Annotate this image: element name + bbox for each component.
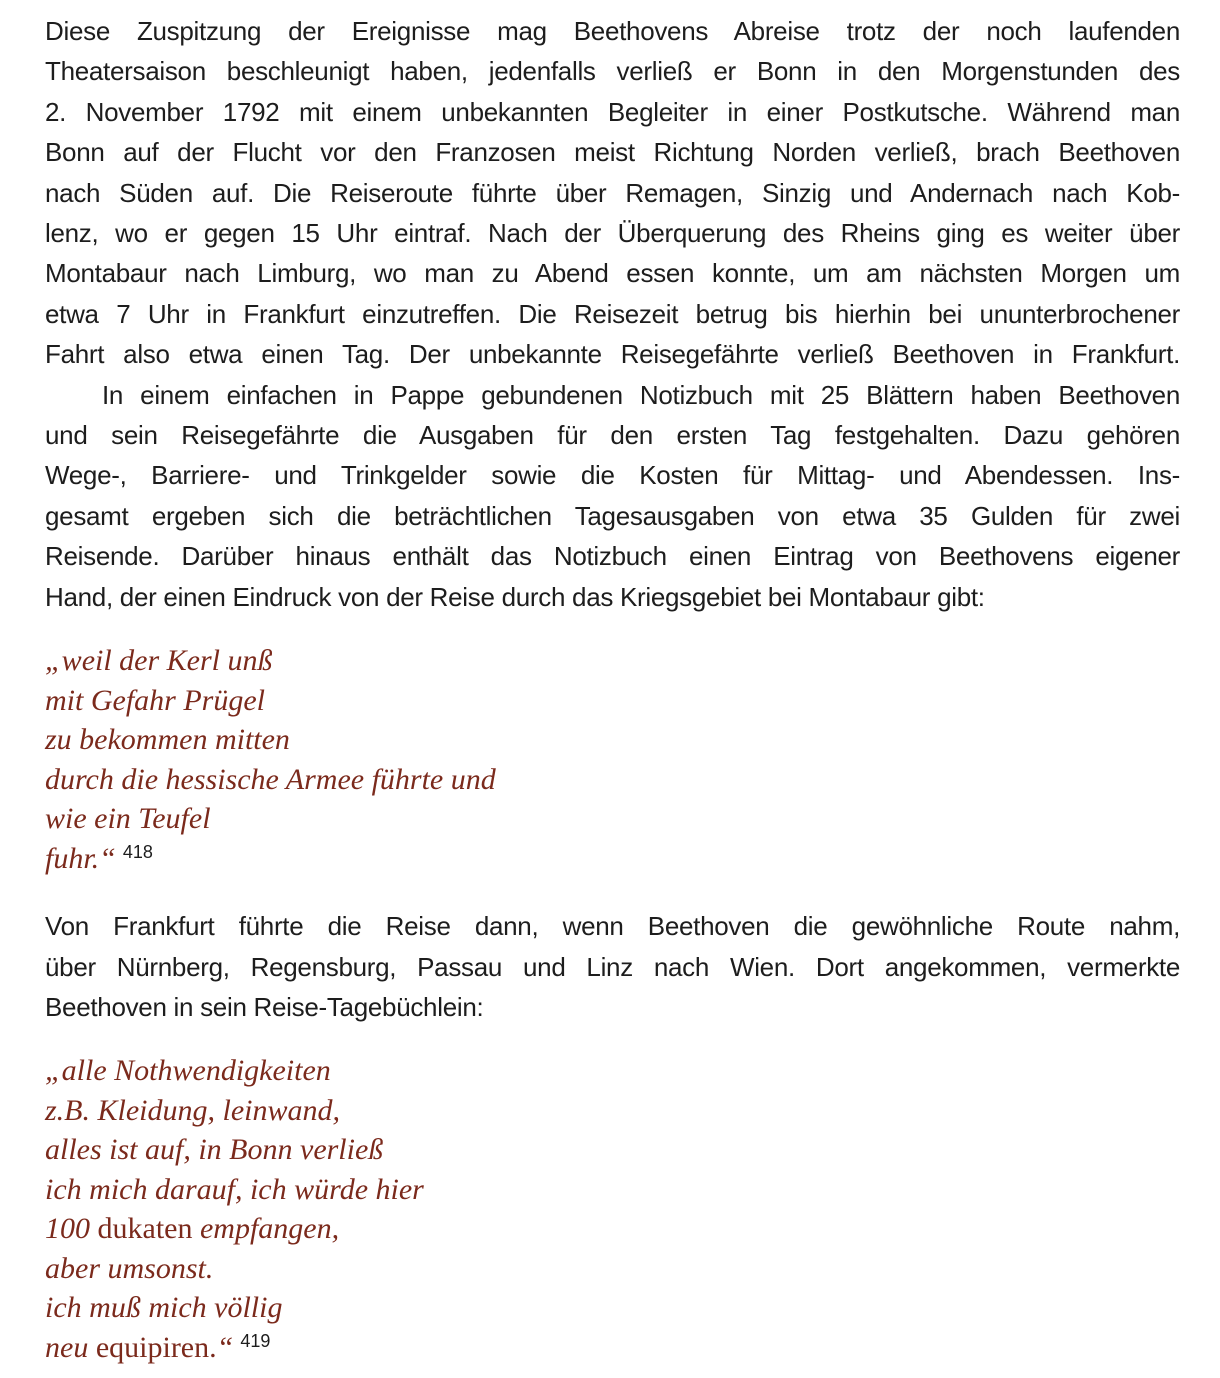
quote-line	[45, 1249, 1180, 1289]
paragraph-line: Bonn auf der Flucht vor den Franzosen meist Richtung Norden verließ, brach Beethoven	[45, 137, 1180, 168]
quote-text: 100	[45, 1212, 98, 1246]
paragraph-block	[45, 375, 1180, 617]
paragraph-line: und sein Reisegefährte die Ausgaben für den ersten Tag festgehalten. Dazu gehören	[45, 420, 1180, 451]
quote-text: zu bekommen mitten	[45, 723, 290, 757]
quote-text: z.B. Kleidung, leinwand,	[45, 1093, 340, 1127]
quote-text: empfangen,	[192, 1212, 340, 1246]
paragraph-block	[45, 906, 1180, 1027]
paragraph-line: über Nürnberg, Regensburg, Passau und Linz nach Wien. Dort angekommen, vermerkte	[45, 951, 1180, 982]
quote-line	[45, 760, 1180, 800]
paragraph-line: Reisende. Darüber hinaus enthält das Notizbuch einen Eintrag von Beethovens eigener	[45, 541, 1180, 572]
paragraph-line: gesamt ergeben sich die beträchtlichen Tagesausgaben von etwa 35 Gulden für zwei	[45, 500, 1180, 531]
paragraph-line: etwa 7 Uhr in Frankfurt einzutreffen. Die Reisezeit betrug bis hierhin bei ununterbrochener	[45, 298, 1180, 329]
paragraph-line: Von Frankfurt führte die Reise dann, wenn Beethoven die gewöhnliche Route nahm,	[45, 911, 1180, 942]
quote-line	[45, 1170, 1180, 1210]
quote-block	[45, 1051, 1180, 1371]
paragraph-line: Montabaur nach Limburg, wo man zu Abend essen konnte, um am nächsten Morgen um	[45, 258, 1180, 289]
quote-text: mit Gefahr Prügel	[45, 683, 265, 717]
quote-text: ich muß mich völlig	[45, 1291, 283, 1325]
quote-line	[45, 681, 1180, 721]
paragraph-line: Hand, der einen Eindruck von der Reise durch das Kriegsgebiet bei Montabaur gibt:	[45, 581, 985, 612]
quote-line	[45, 799, 1180, 839]
quote-line	[45, 720, 1180, 760]
quote-line	[45, 641, 1180, 681]
paragraph-line: In einem einfachen in Pappe gebundenen Notizbuch mit 25 Blättern haben Beethoven	[102, 379, 1180, 410]
quote-line	[45, 1288, 1180, 1328]
footnote-reference: 418	[122, 841, 153, 862]
paragraph-line: Fahrt also etwa einen Tag. Der unbekannte Reisegefährte verließ Beethoven in Frankfurt.	[45, 339, 1180, 370]
quote-block	[45, 641, 1180, 882]
quote-text: ich mich darauf, ich würde hier	[45, 1172, 424, 1206]
quote-text: „weil der Kerl unß	[45, 644, 273, 678]
footnote-reference: 419	[240, 1330, 271, 1351]
paragraph-line: Diese Zuspitzung der Ereignisse mag Beethovens Abreise trotz der noch laufenden	[45, 16, 1180, 46]
paragraph-block	[45, 11, 1180, 375]
quote-text: equipiren.	[95, 1330, 217, 1364]
quote-line	[45, 1051, 1180, 1091]
quote-text: alles ist auf, in Bonn verließ	[45, 1133, 384, 1167]
paragraph-line: Wege-, Barriere- und Trinkgelder sowie die Kosten für Mittag- und Abendessen. Ins-	[45, 460, 1180, 491]
quote-line	[45, 839, 1180, 883]
quote-line	[45, 1209, 1180, 1249]
quote-text: „alle Nothwendigkeiten	[45, 1054, 331, 1088]
quote-text: durch die hessische Armee führte und	[45, 762, 496, 796]
paragraph-line: Beethoven in sein Reise-Tagebüchlein:	[45, 991, 484, 1022]
quote-text: neu	[45, 1330, 96, 1364]
quote-text: fuhr.“	[45, 841, 116, 875]
quote-text: “	[216, 1330, 234, 1364]
paragraph-line: nach Süden auf. Die Reiseroute führte über Remagen, Sinzig und Andernach nach Kob-	[45, 177, 1180, 208]
quote-text: dukaten	[97, 1212, 193, 1246]
quote-line	[45, 1328, 1180, 1372]
page-content	[45, 11, 1180, 1371]
quote-text: wie ein Teufel	[45, 802, 211, 836]
paragraph-line: 2. November 1792 mit einem unbekannten Begleiter in einer Postkutsche. Während man	[45, 96, 1180, 127]
quote-line	[45, 1130, 1180, 1170]
paragraph-line: lenz, wo er gegen 15 Uhr eintraf. Nach der Überquerung des Rheins ging es weiter über	[45, 218, 1180, 249]
quote-line	[45, 1091, 1180, 1131]
paragraph-line: Theatersaison beschleunigt haben, jedenfalls verließ er Bonn in den Morgenstunden des	[45, 56, 1180, 87]
quote-text: aber umsonst.	[45, 1251, 214, 1285]
